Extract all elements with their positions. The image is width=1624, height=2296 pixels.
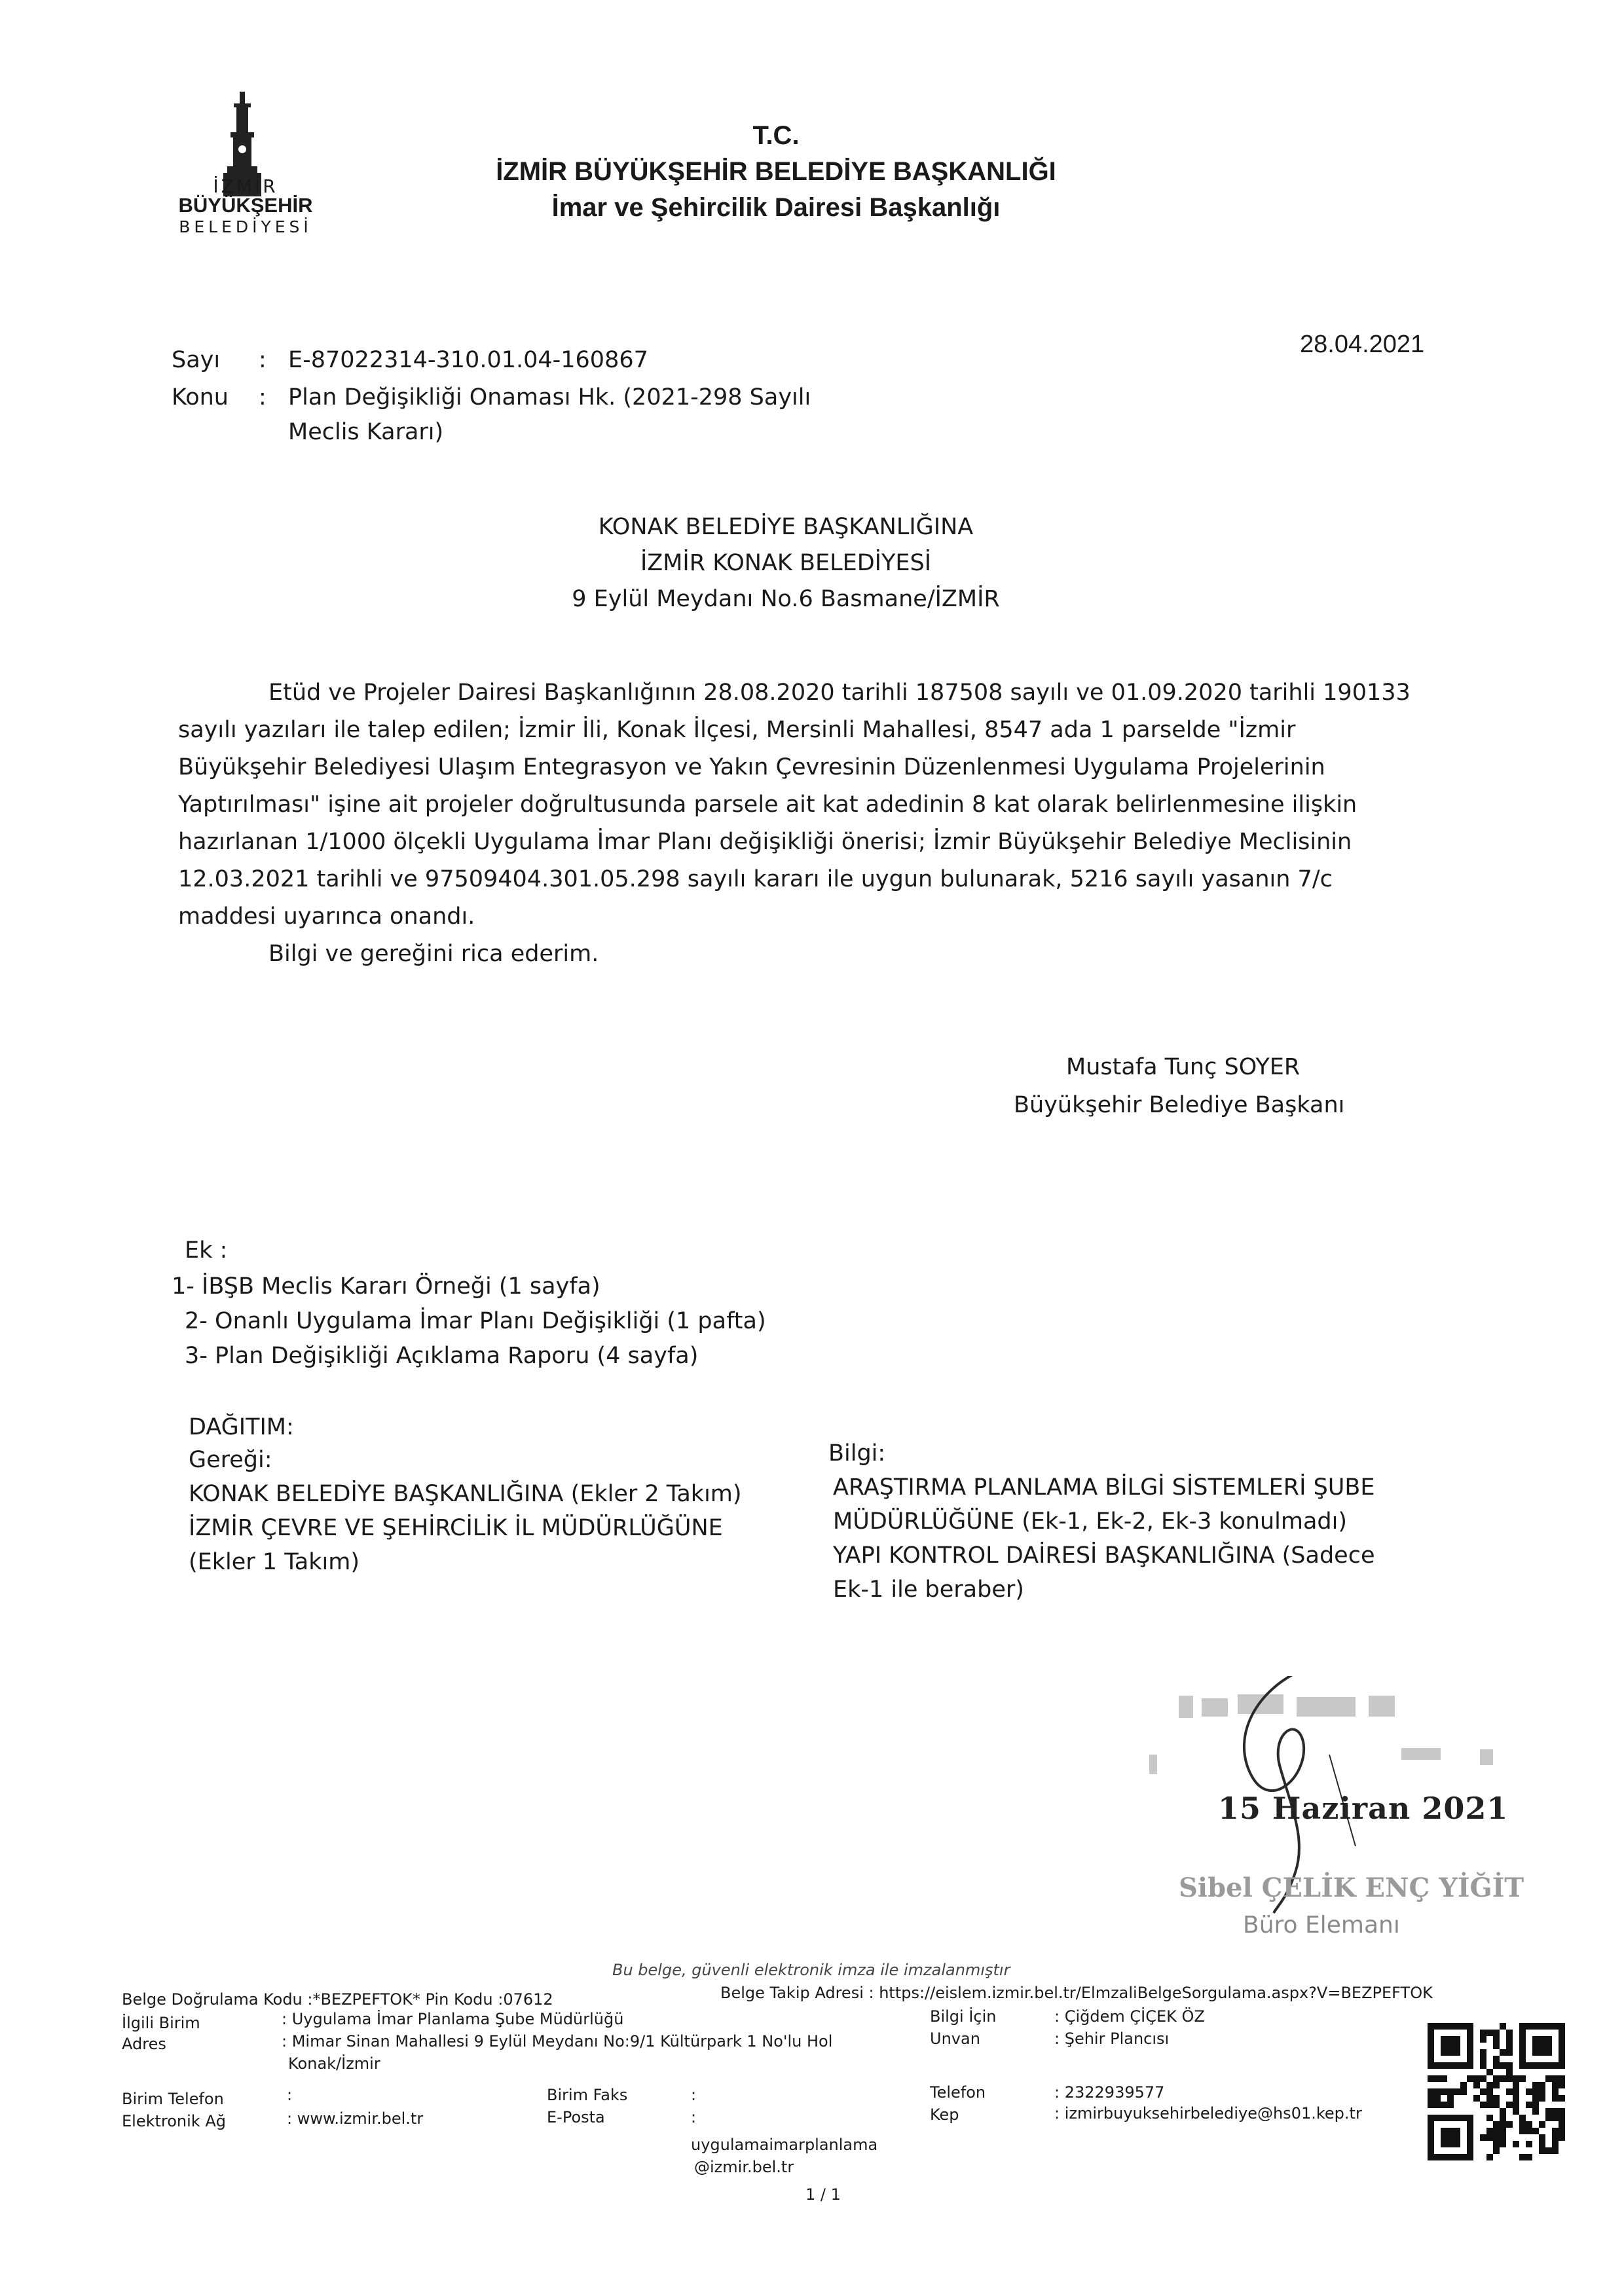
distribution-label: DAĞITIM: — [189, 1414, 294, 1440]
tracking-address: Belge Takip Adresi : https://eislem.izmir.bel.tr/ElmzaliBelgeSorgulama.aspx?V=BEZPEFTOK — [720, 1984, 1433, 2002]
body-line: Etüd ve Projeler Dairesi Başkanlığının 28.08.2020 tarihli 187508 sayılı ve 01.09.2020 tarihli 190133 — [268, 680, 1411, 706]
body-paragraph — [178, 674, 1445, 973]
footer-unvan-label: Unvan — [930, 2030, 980, 2048]
gereği-line: İZMİR ÇEVRE VE ŞEHİRCİLİK İL MÜDÜRLÜĞÜNE — [189, 1515, 723, 1541]
footer-eag-label: Elektronik Ağ — [122, 2112, 226, 2130]
body-line: 12.03.2021 tarihli ve 97509404.301.05.298 sayılı kararı ile uygun bulunarak, 5216 sayılı yasanın 7/c — [178, 866, 1333, 892]
footer-birim-faks-label: Birim Faks — [547, 2086, 628, 2104]
sayi-colon: : — [259, 347, 267, 373]
bilgi-line: ARAŞTIRMA PLANLAMA BİLGİ SİSTEMLERİ ŞUBE — [833, 1474, 1375, 1501]
signatory-title: Büyükşehir Belediye Başkanı — [1014, 1092, 1345, 1118]
footer-ilgili-value: : Uygulama İmar Planlama Şube Müdürlüğü — [282, 2010, 624, 2028]
footer-birim-tel-value: : — [287, 2086, 293, 2104]
stamp-name: Sibel ÇELİK ENÇ YİĞİT — [1179, 1872, 1524, 1903]
attachment-item: 3- Plan Değişikliği Açıklama Raporu (4 sayfa) — [185, 1343, 699, 1369]
footer-kep-label: Kep — [930, 2105, 959, 2124]
gereği-line: KONAK BELEDİYE BAŞKANLIĞINA (Ekler 2 Takım) — [189, 1481, 742, 1507]
bilgi-label: Bilgi: — [828, 1440, 886, 1467]
footer-adres-label: Adres — [122, 2035, 166, 2053]
bilgi-line: MÜDÜRLÜĞÜNE (Ek-1, Ek-2, Ek-3 konulmadı) — [833, 1508, 1348, 1535]
sayi-label: Sayı — [172, 347, 221, 373]
header-tc: T.C. — [752, 121, 800, 150]
logo-line2: BÜYÜKŞEHİR — [178, 194, 313, 217]
verification-code: Belge Doğrulama Kodu :*BEZPEFTOK* Pin Kodu :07612 — [122, 1990, 553, 2009]
header-department: İmar ve Şehircilik Dairesi Başkanlığı — [551, 193, 1001, 222]
document-date: 28.04.2021 — [1300, 331, 1425, 358]
header-institution: İZMİR BÜYÜKŞEHİR BELEDİYE BAŞKANLIĞI — [496, 157, 1056, 186]
footer-birim-tel-label: Birim Telefon — [122, 2090, 224, 2108]
gereği-label: Gereği: — [189, 1447, 272, 1473]
closing-line: Bilgi ve gereğini rica ederim. — [268, 941, 599, 967]
stamp-decoration — [1139, 1676, 1509, 2016]
page-number: 1 / 1 — [805, 2185, 841, 2204]
body-line: maddesi uyarınca onandı. — [178, 903, 475, 930]
bilgi-line: YAPI KONTROL DAİRESİ BAŞKANLIĞINA (Sadece — [833, 1542, 1375, 1569]
stamp-role: Büro Elemanı — [1243, 1912, 1400, 1939]
footer-ilgili-label: İlgili Birim — [122, 2014, 200, 2032]
signatory-name: Mustafa Tunç SOYER — [1066, 1054, 1301, 1080]
body-line: sayılı yazıları ile talep edilen; İzmir İli, Konak İlçesi, Mersinli Mahallesi, 8547 ada 1 parselde "İzmir — [178, 717, 1296, 743]
body-line: hazırlanan 1/1000 ölçekli Uygulama İmar Planı değişikliği önerisi; İzmir Büyükşehir Belediye Meclisinin — [178, 829, 1352, 855]
footer-adres-value: : Mimar Sinan Mahallesi 9 Eylül Meydanı No:9/1 Kültürpark 1 No'lu Hol — [282, 2032, 833, 2050]
konu-value-line1: Plan Değişikliği Onaması Hk. (2021-298 Sayılı — [288, 384, 811, 410]
body-line: Yaptırılması" işine ait projeler doğrultusunda parsele ait kat adedinin 8 kat olarak belirlenmesine ilişkin — [178, 792, 1357, 818]
receipt-stamp — [1139, 1676, 1524, 2016]
recipient-line1: KONAK BELEDİYE BAŞKANLIĞINA — [598, 514, 974, 540]
stamp-date: 15 Haziran 2021 — [1218, 1791, 1509, 1826]
bilgi-line: Ek-1 ile beraber) — [833, 1576, 1024, 1603]
footer-eposta-line1: uygulamaimarplanlama — [691, 2136, 878, 2154]
gereği-line: (Ekler 1 Takım) — [189, 1549, 360, 1575]
footer-eposta-line2: @izmir.bel.tr — [694, 2158, 794, 2176]
esign-note: Bu belge, güvenli elektronik imza ile imzalanmıştır — [612, 1961, 1010, 1979]
footer-telefon-label: Telefon — [930, 2083, 986, 2102]
footer-kep-value: : izmirbuyuksehirbelediye@hs01.kep.tr — [1054, 2104, 1362, 2123]
konu-value-line2: Meclis Kararı) — [288, 419, 444, 445]
footer-adres-value-2: Konak/İzmir — [288, 2054, 380, 2073]
footer-eag-value: : www.izmir.bel.tr — [287, 2109, 424, 2128]
qr-code-icon — [1428, 2023, 1565, 2160]
attachments-label: Ek : — [185, 1237, 228, 1264]
konu-colon: : — [259, 384, 267, 410]
konu-label: Konu — [172, 384, 229, 410]
attachment-item: 1- İBŞB Meclis Kararı Örneği (1 sayfa) — [172, 1273, 600, 1300]
logo-line1: İZMİR — [213, 175, 278, 197]
body-line: Büyükşehir Belediyesi Ulaşım Entegrasyon ve Yakın Çevresinin Düzenlenmesi Uygulama Projelerinin — [178, 754, 1325, 780]
footer-telefon-value: : 2322939577 — [1054, 2083, 1165, 2102]
sayi-value: E-87022314-310.01.04-160867 — [288, 347, 648, 373]
municipality-logo — [147, 92, 344, 246]
recipient-line3: 9 Eylül Meydanı No.6 Basmane/İZMİR — [572, 586, 1000, 612]
footer-unvan-value: : Şehir Plancısı — [1054, 2030, 1170, 2048]
footer-eposta-value: : — [691, 2108, 697, 2126]
footer-bilgi-icin-value: : Çiğdem ÇİÇEK ÖZ — [1054, 2007, 1205, 2026]
footer-eposta-label: E-Posta — [547, 2108, 605, 2126]
logo-line3: BELEDİYESİ — [179, 217, 312, 236]
attachment-item: 2- Onanlı Uygulama İmar Planı Değişikliği (1 pafta) — [185, 1308, 766, 1334]
footer-birim-faks-value: : — [691, 2086, 697, 2104]
footer-bilgi-icin-label: Bilgi İçin — [930, 2007, 997, 2026]
recipient-line2: İZMİR KONAK BELEDİYESİ — [640, 550, 932, 576]
